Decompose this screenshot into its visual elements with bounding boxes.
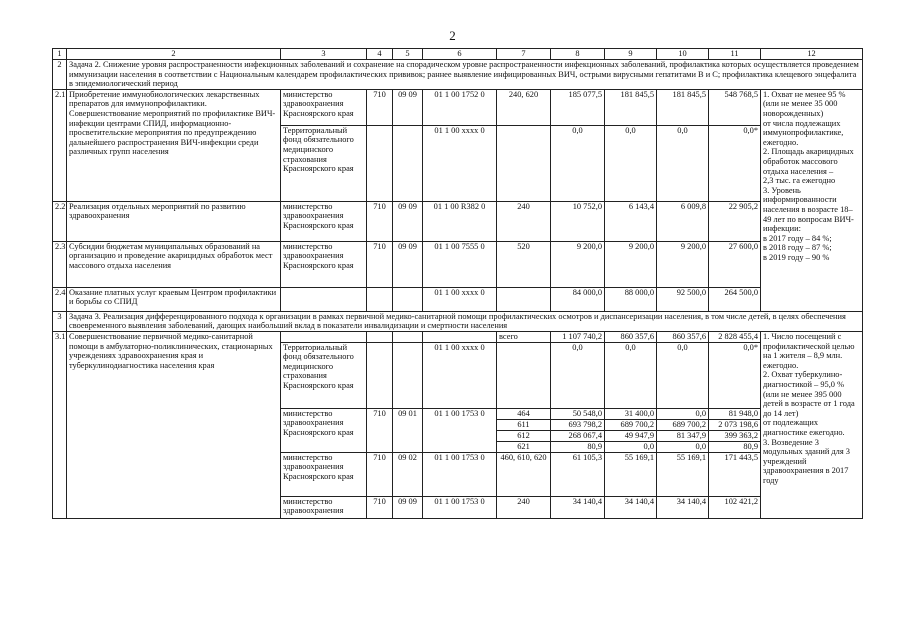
vr: [497, 342, 551, 408]
rzpr: 09 09: [393, 496, 423, 518]
year-3: 0,0: [657, 441, 709, 452]
executor: Территориальный фонд обязательного медицинского страхования Красноярского края: [281, 125, 367, 201]
total: 0,0*: [709, 342, 761, 408]
year-3: 6 009,8: [657, 201, 709, 241]
rzpr: [393, 125, 423, 201]
year-3: 81 347,9: [657, 430, 709, 441]
row-number: 2.1: [53, 89, 67, 201]
executor: Территориальный фонд обязательного медицинского страхования Красноярского края: [281, 342, 367, 408]
col-num: 7: [497, 49, 551, 60]
grbs: [367, 125, 393, 201]
task-2-text: Задача 2. Снижение уровня распространенности инфекционных заболеваний и сохранение на спорадическом уровне распространенности инфекционных заболеваний, профилактика которых осуществляется проведением иммунизации населения в соответствии с Национальным календарем профилактических прививок; раннее выявление инфицированных ВИЧ, острыми вирусными гепатитами В и С; профилактика клещевого энцефалита в эпидемиологический период: [67, 60, 863, 90]
total: 171 443,5: [709, 452, 761, 496]
measure-name: Оказание платных услуг краевым Центром профилактики и борьбы со СПИД: [67, 287, 281, 311]
year-2: 49 947,9: [605, 430, 657, 441]
grbs: [367, 331, 393, 342]
year-1: 185 077,5: [551, 89, 605, 125]
col-num: 5: [393, 49, 423, 60]
year-1: 268 067,4: [551, 430, 605, 441]
total: 2 073 198,6: [709, 419, 761, 430]
rzpr: [393, 342, 423, 408]
expected-result-task3: 1. Число посещений с профилактической целью на 1 жителя – 8,9 млн. ежегодно. 2. Охват туберкулино-диагностикой – 95,0 % (или не менее 395 000 детей в возрасте от 1 года до 14 лет) от подлежащих диагностике ежегодно. 3. Возведение 3 модульных зданий для 3 учреждений здравоохранения в 2017 году: [761, 331, 863, 518]
vr: 611: [497, 419, 551, 430]
vr: 240, 620: [497, 89, 551, 125]
col-num: 2: [67, 49, 281, 60]
csr: 01 1 00 хххх 0: [423, 342, 497, 408]
year-1: 34 140,4: [551, 496, 605, 518]
year-1: 50 548,0: [551, 408, 605, 419]
vr: [497, 125, 551, 201]
year-2: 181 845,5: [605, 89, 657, 125]
year-3: 0,0: [657, 408, 709, 419]
vr: всего: [497, 331, 551, 342]
total: 81 948,0: [709, 408, 761, 419]
col-num: 10: [657, 49, 709, 60]
year-3: 9 200,0: [657, 241, 709, 287]
total: 264 500,0: [709, 287, 761, 311]
vr: 464: [497, 408, 551, 419]
year-2: 689 700,2: [605, 419, 657, 430]
vr: [497, 287, 551, 311]
row-number: 2.3: [53, 241, 67, 287]
col-num: 1: [53, 49, 67, 60]
grbs: 710: [367, 89, 393, 125]
task-3-text: Задача 3. Реализация дифференцированного подхода к организации в рамках первичной медико-санитарной помощи профилактических осмотров и диспансеризации населения, в том числе детей, в целях обеспечения своевременного выявления заболеваний, дающих наибольший вклад в показатели инвалидизации и смертности населения: [67, 311, 863, 331]
year-2: 31 400,0: [605, 408, 657, 419]
col-num: 6: [423, 49, 497, 60]
executor: [281, 331, 367, 342]
year-2: 55 169,1: [605, 452, 657, 496]
year-1: 9 200,0: [551, 241, 605, 287]
table-row: [53, 331, 863, 342]
executor: [281, 287, 367, 311]
measure-name: Реализация отдельных мероприятий по развитию здравоохранения: [67, 201, 281, 241]
year-3: 0,0: [657, 125, 709, 201]
task-3-row: [53, 311, 863, 331]
total: 399 363,2: [709, 430, 761, 441]
row-number: 2.4: [53, 287, 67, 311]
executor: министерство здравоохранения Красноярского края: [281, 201, 367, 241]
col-num: 12: [761, 49, 863, 60]
grbs: 710: [367, 408, 393, 452]
year-1: 84 000,0: [551, 287, 605, 311]
grbs: 710: [367, 241, 393, 287]
year-3: 860 357,6: [657, 331, 709, 342]
measure-name: Субсидии бюджетам муниципальных образований на организацию и проведение акарицидных обработок мест массового отдыха населения: [67, 241, 281, 287]
row-number: 2: [53, 60, 67, 90]
csr: 01 1 00 7555 0: [423, 241, 497, 287]
grbs: 710: [367, 201, 393, 241]
year-1: 0,0: [551, 342, 605, 408]
grbs: [367, 342, 393, 408]
total: 22 905,2: [709, 201, 761, 241]
column-number-row: [53, 49, 863, 60]
rzpr: 09 09: [393, 89, 423, 125]
rzpr: [393, 287, 423, 311]
year-1: 10 752,0: [551, 201, 605, 241]
year-1: 693 798,2: [551, 419, 605, 430]
year-2: 0,0: [605, 125, 657, 201]
col-num: 8: [551, 49, 605, 60]
csr: 01 1 00 R382 0: [423, 201, 497, 241]
year-2: 88 000,0: [605, 287, 657, 311]
year-2: 6 143,4: [605, 201, 657, 241]
csr: [423, 331, 497, 342]
rzpr: 09 02: [393, 452, 423, 496]
executor: министерство здравоохранения Красноярского края: [281, 408, 367, 452]
csr: 01 1 00 1753 0: [423, 408, 497, 452]
row-number: 2.2: [53, 201, 67, 241]
page-number: 2: [449, 28, 456, 43]
year-1: 0,0: [551, 125, 605, 201]
year-2: 0,0: [605, 441, 657, 452]
executor: министерство здравоохранения Красноярского края: [281, 241, 367, 287]
year-3: 689 700,2: [657, 419, 709, 430]
program-table: [52, 48, 863, 519]
csr: 01 1 00 1753 0: [423, 496, 497, 518]
rzpr: 09 09: [393, 201, 423, 241]
total: 0,0*: [709, 125, 761, 201]
col-num: 9: [605, 49, 657, 60]
year-2: 860 357,6: [605, 331, 657, 342]
year-3: 92 500,0: [657, 287, 709, 311]
task-2-row: [53, 60, 863, 90]
row-number: 3.1: [53, 331, 67, 518]
rzpr: 09 09: [393, 241, 423, 287]
executor: министерство здравоохранения Красноярского края: [281, 452, 367, 496]
year-1: 1 107 740,2: [551, 331, 605, 342]
col-num: 4: [367, 49, 393, 60]
total: 102 421,2: [709, 496, 761, 518]
csr: 01 1 00 хххх 0: [423, 287, 497, 311]
vr: 520: [497, 241, 551, 287]
grbs: 710: [367, 452, 393, 496]
grbs: 710: [367, 496, 393, 518]
vr: 621: [497, 441, 551, 452]
table-row: [53, 287, 863, 311]
total: 27 600,0: [709, 241, 761, 287]
total: 2 828 455,4: [709, 331, 761, 342]
executor: министерство здравоохранения Красноярского края: [281, 89, 367, 125]
year-1: 61 105,3: [551, 452, 605, 496]
executor: министерство здравоохранения: [281, 496, 367, 518]
table-row: [53, 241, 863, 287]
csr: 01 1 00 1753 0: [423, 452, 497, 496]
table-row: [53, 89, 863, 125]
year-3: 0,0: [657, 342, 709, 408]
total: 80,9: [709, 441, 761, 452]
year-2: 34 140,4: [605, 496, 657, 518]
col-num: 11: [709, 49, 761, 60]
year-3: 55 169,1: [657, 452, 709, 496]
rzpr: 09 01: [393, 408, 423, 452]
measure-name: Совершенствование первичной медико-санитарной помощи в амбулаторно-поликлинических, стационарных учреждениях здравоохранения края и туберкулинодиагностика населения края: [67, 331, 281, 518]
csr: 01 1 00 1752 0: [423, 89, 497, 125]
csr: 01 1 00 хххх 0: [423, 125, 497, 201]
expected-result-task2: 1. Охват не менее 95 % (или не менее 35 000 новорожденных) от числа подлежащих иммунопрофилактике, ежегодно. 2. Площадь акарицидных обработок массового отдыха населения – 2,3 тыс. га ежегодно 3. Уровень информированности населения в возрасте 18–49 лет по вопросам ВИЧ-инфекции: в 2017 году – 84 %; в 2018 году – 87 %; в 2019 году – 90 %: [761, 89, 863, 311]
year-2: 9 200,0: [605, 241, 657, 287]
vr: 240: [497, 201, 551, 241]
year-1: 80,9: [551, 441, 605, 452]
rzpr: [393, 331, 423, 342]
year-3: 181 845,5: [657, 89, 709, 125]
year-2: 0,0: [605, 342, 657, 408]
year-3: 34 140,4: [657, 496, 709, 518]
total: 548 768,5: [709, 89, 761, 125]
col-num: 3: [281, 49, 367, 60]
vr: 612: [497, 430, 551, 441]
vr: 460, 610, 620: [497, 452, 551, 496]
grbs: [367, 287, 393, 311]
row-number: 3: [53, 311, 67, 331]
table-row: [53, 201, 863, 241]
measure-name: Приобретение иммунобиологических лекарственных препаратов для иммунопрофилактики. Совершенствование мероприятий по профилактике ВИЧ-инфекции центрами СПИД, информационно-просветительские мероприятия по предупреждению дальнейшего распространения ВИЧ-инфекции среди различных групп населения: [67, 89, 281, 201]
vr: 240: [497, 496, 551, 518]
